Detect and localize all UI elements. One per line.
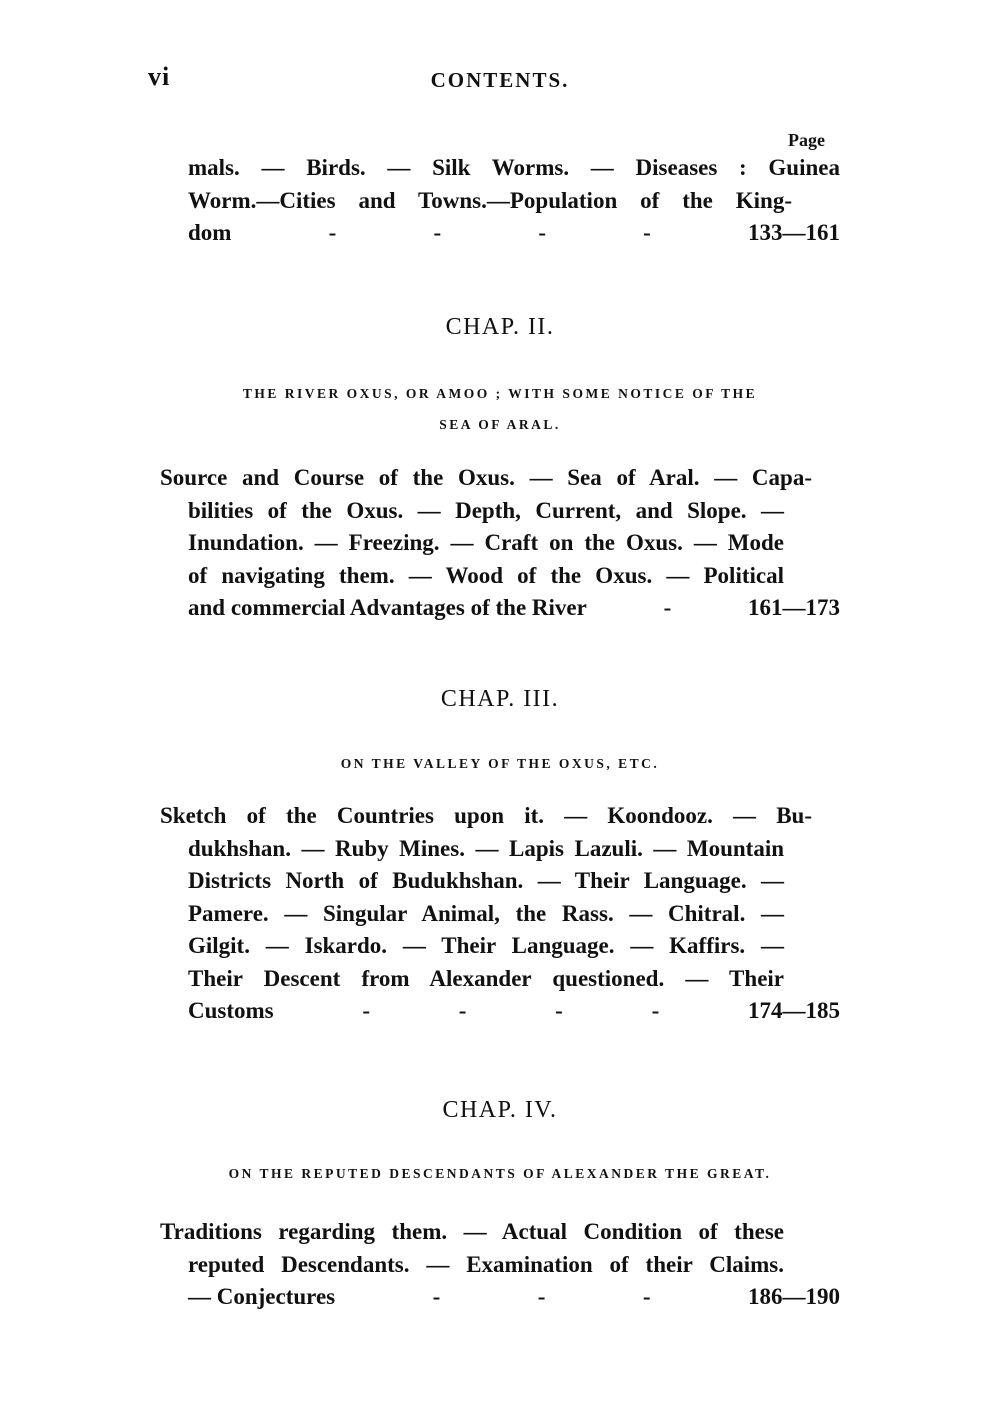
chapter-heading: CHAP. IV. [442, 1097, 558, 1123]
leader: - [362, 998, 371, 1023]
leader: - [651, 998, 660, 1023]
leader: - [537, 1284, 546, 1309]
entry-last-line [160, 1281, 840, 1314]
entry-line: Pamere. — Singular Animal, the Rass. — Chitral. — [188, 900, 784, 926]
entry-line: Inundation. — Freezing. — Craft on the Oxus. — Mode [188, 530, 784, 555]
toc-entry [160, 462, 840, 625]
page-range: 133—161 [748, 220, 840, 245]
leader: - [663, 595, 672, 620]
page-range: 186—190 [747, 1284, 840, 1309]
page-column-label: Page [788, 130, 825, 150]
subtitle-line: SEA OF ARAL. [439, 417, 561, 432]
leader: - [642, 1284, 651, 1309]
page-range: 174—185 [747, 998, 840, 1023]
entry-line: Source and Course of the Oxus. — Sea of Aral. — Capa- [160, 465, 812, 490]
leader: - [458, 998, 467, 1023]
entry-line: Districts North of Budukhshan. — Their Language. — [188, 868, 784, 893]
toc-entry-continued [160, 152, 840, 250]
chapter-subtitle [0, 378, 1000, 440]
entry-line: bilities of the Oxus. — Depth, Current, and Slope. — [188, 497, 784, 523]
toc-entry [160, 800, 840, 1028]
entry-line: Gilgit. — Iskardo. — Their Language. — Kaffirs. — [188, 933, 784, 958]
page-range: 161—173 [748, 595, 840, 620]
chapter-subtitle [0, 1158, 1000, 1189]
leader: - [555, 998, 563, 1023]
entry-text: Customs [188, 998, 274, 1023]
leader: - [433, 220, 442, 245]
entry-line: reputed Descendants. — Examination of their Claims. [188, 1251, 784, 1277]
subtitle-line: ON THE REPUTED DESCENDANTS OF ALEXANDER THE GREAT. [228, 1166, 772, 1181]
leader: - [643, 220, 651, 245]
entry-line: mals. — Birds. — Silk Worms. — Diseases : Guinea [188, 155, 840, 180]
entry-last-line [160, 995, 840, 1028]
entry-text: — Conjectures [188, 1284, 336, 1309]
toc-entry [160, 1216, 840, 1314]
entry-line: dukhshan. — Ruby Mines. — Lapis Lazuli. — Mountain [188, 835, 784, 861]
chapter-heading: CHAP. II. [445, 314, 555, 340]
leader: - [432, 1284, 441, 1309]
entry-line: Their Descent from Alexander questioned. — Their [188, 965, 784, 991]
entry-last-line [160, 217, 840, 250]
entry-line: Worm.—Cities and Towns.—Population of the King- [188, 187, 792, 213]
chapter-subtitle [0, 748, 1000, 779]
page-number: vi [148, 62, 171, 91]
leader: - [538, 220, 546, 245]
subtitle-line: THE RIVER OXUS, OR AMOO ; WITH SOME NOTICE OF THE [242, 386, 758, 401]
running-head: CONTENTS. [430, 68, 570, 92]
entry-text: and commercial Advantages of the River [188, 595, 587, 620]
entry-text: dom [188, 220, 232, 245]
subtitle-line: ON THE VALLEY OF THE OXUS, ETC. [340, 756, 660, 771]
entry-line: Sketch of the Countries upon it. — Koondooz. — Bu- [160, 803, 812, 828]
chapter-heading: CHAP. III. [440, 686, 560, 712]
leader: - [328, 220, 337, 245]
entry-last-line [160, 592, 840, 625]
entry-line: Traditions regarding them. — Actual Condition of these [160, 1219, 784, 1244]
entry-line: of navigating them. — Wood of the Oxus. — Political [188, 562, 784, 588]
